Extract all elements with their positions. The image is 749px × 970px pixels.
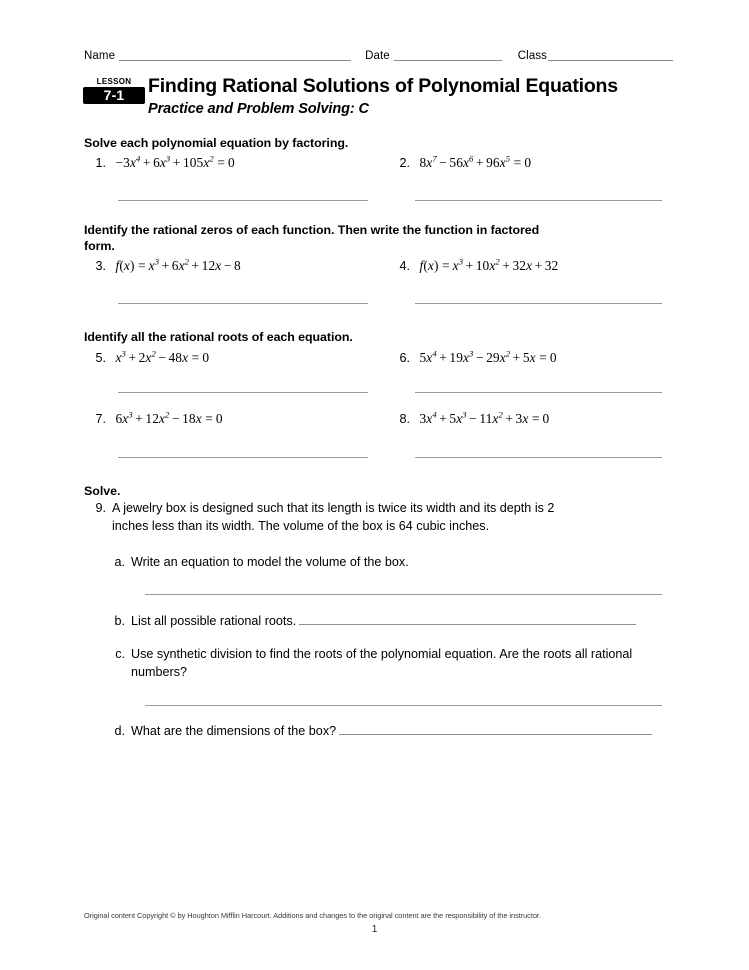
answer-line-5[interactable] <box>118 392 368 393</box>
page-number: 1 <box>371 924 378 935</box>
problem-7-number: 7. <box>95 412 106 426</box>
date-write-line[interactable] <box>394 49 502 61</box>
problem-3-number: 3. <box>95 259 106 273</box>
problem-7 <box>86 411 223 427</box>
problem-9-part-c <box>112 646 664 681</box>
part-d-marker: d. <box>114 724 125 738</box>
problem-8 <box>390 411 549 427</box>
part-b-marker: b. <box>114 614 125 628</box>
lesson-number: 7-1 <box>83 87 145 104</box>
problem-3-equation: $f(x) = x^3 + 6x^2 + 12x - 8$ <box>115 256 241 273</box>
problem-1-equation: $-3x^4 + 6x^3 + 105x^2 = 0$ <box>115 153 235 170</box>
problem-8-equation: $3x^4 + 5x^3 - 11x^2 + 3x = 0$ <box>419 409 550 426</box>
problem-6 <box>390 350 557 366</box>
problem-5 <box>86 350 209 366</box>
date-label: Date <box>365 50 390 62</box>
part-a-text: Write an equation to model the volume of the box. <box>131 555 409 569</box>
problem-5-number: 5. <box>95 351 106 365</box>
problem-1-number: 1. <box>95 156 106 170</box>
problem-7-equation: $6x^3 + 12x^2 - 18x = 0$ <box>115 409 223 426</box>
problem-5-equation: $x^3 + 2x^2 - 48x = 0$ <box>115 348 210 365</box>
problem-8-number: 8. <box>399 412 410 426</box>
student-info-row <box>84 44 662 62</box>
problem-4-number: 4. <box>399 259 410 273</box>
part-b-text: List all possible rational roots. <box>131 614 297 628</box>
part-c-text: Use synthetic division to find the roots of the polynomial equation. Are the roots all rational numbers? <box>131 647 633 679</box>
problem-1 <box>86 155 235 171</box>
problem-6-equation: $5x^4 + 19x^3 - 29x^2 + 5x = 0$ <box>419 348 557 365</box>
answer-line-9d[interactable] <box>339 723 652 735</box>
part-d-text: What are the dimensions of the box? <box>131 724 337 738</box>
section-2-direction: Identify the rational zeros of each function. Then write the function in factored form. <box>84 223 540 253</box>
problem-4-equation: $f(x) = x^3 + 10x^2 + 32x + 32$ <box>419 256 559 273</box>
name-write-line[interactable] <box>119 49 351 61</box>
answer-line-9b[interactable] <box>299 613 636 625</box>
answer-line-9a[interactable] <box>145 594 662 595</box>
problem-4 <box>390 258 558 274</box>
name-label: Name <box>84 50 116 62</box>
part-a-marker: a. <box>114 555 125 569</box>
problem-2-number: 2. <box>399 156 410 170</box>
section-1-direction: Solve each polynomial equation by factoring. <box>84 136 349 150</box>
problem-9-part-a <box>112 554 612 572</box>
problem-3 <box>86 258 241 274</box>
problem-9 <box>86 500 556 535</box>
lesson-badge <box>83 77 145 104</box>
problem-2 <box>390 155 531 171</box>
copyright-notice: Original content Copyright © by Houghton Mifflin Harcourt. Additions and changes to the original content are the responsibility of the instructor. <box>84 911 541 920</box>
problem-2-equation: $8x^7 - 56x^6 + 96x^5 = 0$ <box>419 153 532 170</box>
answer-line-6[interactable] <box>415 392 662 393</box>
section-3-direction: Identify all the rational roots of each equation. <box>84 330 353 344</box>
answer-line-1[interactable] <box>118 200 368 201</box>
solve-direction: Solve. <box>84 484 121 498</box>
answer-line-8[interactable] <box>415 457 662 458</box>
lesson-word: LESSON <box>96 77 132 86</box>
answer-line-2[interactable] <box>415 200 662 201</box>
class-write-line[interactable] <box>548 49 673 61</box>
problem-9-text: A jewelry box is designed such that its length is twice its width and its depth is 2 inches less than its width. The volume of the box is 64 cubic inches. <box>112 501 555 533</box>
part-c-marker: c. <box>115 647 125 661</box>
answer-line-4[interactable] <box>415 303 662 304</box>
problem-9-part-b <box>112 613 664 631</box>
problem-6-number: 6. <box>399 351 410 365</box>
problem-9-number: 9. <box>95 501 106 515</box>
page-title: Finding Rational Solutions of Polynomial Equations <box>148 75 618 97</box>
part-b-text-wrap <box>131 613 664 631</box>
answer-line-9c[interactable] <box>145 705 662 706</box>
page-subtitle: Practice and Problem Solving: C <box>148 101 369 117</box>
answer-line-3[interactable] <box>118 303 368 304</box>
part-d-text-wrap <box>131 723 664 741</box>
problem-9-part-d <box>112 723 664 741</box>
answer-line-7[interactable] <box>118 457 368 458</box>
class-label: Class <box>517 50 548 62</box>
